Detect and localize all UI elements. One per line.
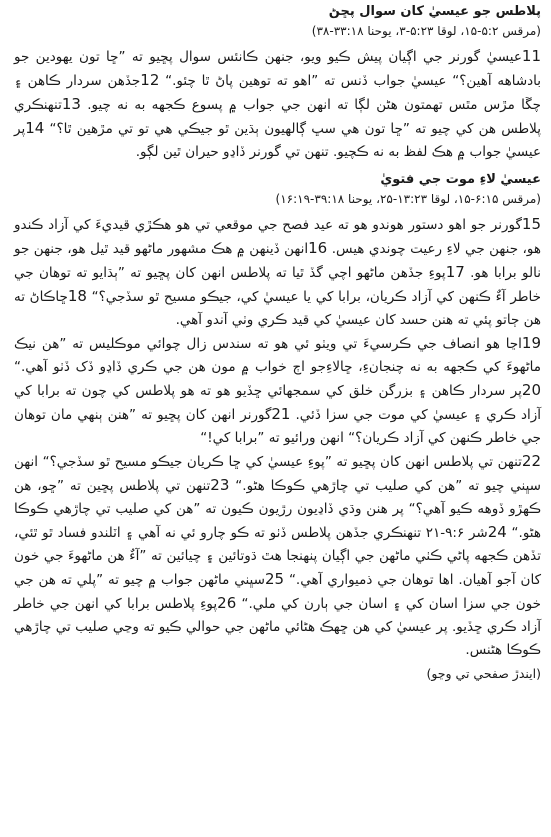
verse-number: 24: [487, 523, 507, 541]
verse-text: گورنر جو اهو دستور هوندو هو ته عيد فصح جي موقعي تي هو هڪڙي قيديءَ کي آزاد ڪندو هو، جنهن جي لاءِ رعيت چوندي هيس.: [14, 217, 542, 257]
verse-number: 19: [521, 334, 541, 352]
verse-text: اڃا هو انصاف جي ڪرسيءَ تي ويٺو ئي هو ته سندس زال چوائي موڪليس ته ”هن نيڪ ماڻهوءَ کي ڪجهه به نه چنجانءِ، ڇالاءِجو اڄ خواب ۾ مون هن جي ڪري ڏاڍو ڏک ڏٺو آهي.“: [14, 336, 541, 375]
section-2-title: عيسيٰ لاءِ موت جي فتويٰ: [380, 172, 541, 187]
verse-number: 18: [67, 287, 87, 305]
paragraph-2: [14, 213, 541, 332]
verse-number: 15: [521, 215, 541, 233]
paragraph-4: [14, 450, 541, 662]
verse-text: پوءِ جڏهن ماڻهو اچي گڏ ٿيا ته پلاطس انهن کان پڇيو ته ”ٻڌايو ته توهان جي خاطر آءٌ ڪنهن کي آزاد ڪريان، برابا کي يا عيسيٰ کي، جيڪو مسيح ٿو سڏجي؟“: [14, 265, 541, 305]
verse-number: 22: [521, 452, 541, 470]
verse-number: 17: [445, 263, 465, 281]
verse-text: پر سردار ڪاهن ۽ بزرگن خلق کي سمجهائي ڇڏيو هو ته هو پلاطس کي چون ته برابا کي آزاد ڪري ۽ عيسيٰ کي موت جي سزا ڏئي.: [14, 383, 541, 423]
verse-text: عيسيٰ گورنر جي اڳيان پيش ڪيو ويو، جنهن ڪانئس سوال پڇيو ته ”ڇا تون يهودين جو بادشاهه آهين؟“ عيسيٰ جواب ڏنس ته ”اهو ته توهين پاڻ ٿا چئو.“: [14, 49, 542, 89]
verse-number: 21: [271, 405, 291, 423]
verse-text: پر عيسيٰ جواب ۾ هڪ لفظ به نه ڪچيو. تنهن تي گورنر ڏاڍو حيران ٿين لڳو.: [14, 121, 541, 160]
verse-text: سڀني ماڻهن جواب ۾ چيو ته ”پلي ته هن جي خون جي سزا اسان کي ۽ اسان جي ٻارن کي ملي.“: [14, 572, 542, 612]
verse-number: 26: [217, 594, 237, 612]
section-1-title: پلاطس جو عيسيٰ کان سوال پڇڻ: [328, 4, 541, 19]
verse-number: 20: [521, 381, 541, 399]
verse-text: تنهنڪري پلاطس هن کي چيو ته ”ڇا تون هي سڀ ڳالهيون ٻڌين ٿو جيڪي هي تو تي مڙهين ٿا؟“: [14, 97, 541, 137]
verse-text: ڇاڪاڻ ته هن ڄاتو پئي ته هنن حسد کان عيسيٰ کي قيد ڪري وٺي آندو آهي.: [14, 289, 541, 328]
section-1-reference: (مرقس ۵:۲-۱۵، لوقا ۵:۲۳-۳، يوحنا ۳۳:۱۸-۳۸): [311, 24, 541, 38]
verse-number: 16: [308, 239, 328, 257]
verse-text: جڏهن سردار ڪاهن ۽ چڱا مڙس مٿس تهمتون هڻن لڳا ته انهن جي جواب ۾ پسوع ڪجهه به نه چيو.: [14, 73, 542, 113]
verse-number: 23: [210, 476, 230, 494]
verse-text: پوءِ پلاطس برابا کي انهن جي خاطر آزاد ڪري ڇڏيو. پر عيسيٰ کي هن ڇهڪ هڻائي ماڻهن جي حوالي ڪيو ته وڃي صليب تي چاڙهي ڪوڪا هڻنس.: [14, 596, 541, 658]
verse-text: انهن ڏينهن ۾ هڪ مشهور ماڻهو قيد ٿيل هو، جنهن جو نالو برابا هو.: [14, 241, 541, 281]
verse-text: گورنر انهن کان پڇيو ته ”هنن ٻنهي مان توهان جي خاطر ڪنهن کي آزاد ڪريان؟“ انهن ورائيو ته ”برابا کي!“: [14, 407, 541, 446]
verse-text: شر ۹:۶-۲۱ تنهنڪري جڏهن پلاطس ڏٺو ته ڪو چارو ئي نه آهي ۽ اٽلندو فساد ٿو ٿئي، تڏهن ڪجهه پاڻي ڪٺي ماڻهن جي اڳيان پنهنجا هٿ ڌوتائين ۽ چيائين ته ”آءٌ هن ماڻهوءَ جي خون کان آجو آهيان. اها توهان جي ذميواري آهي.“: [14, 525, 541, 588]
continue-note: (ايندڙ صفحي تي وڃو): [426, 666, 541, 681]
section-2-reference: (مرقس ۶:۱۵-۱۵، لوقا ۱۳:۲۳-۲۵، يوحنا ۳۹:۱۸-۱۶:۱۹): [275, 192, 541, 206]
verse-number: 25: [264, 570, 285, 588]
verse-number: 12: [140, 71, 160, 89]
verse-number: 13: [61, 95, 81, 113]
paragraph-3: [14, 332, 541, 450]
verse-number: 11: [521, 47, 541, 65]
verse-text: تنهن تي پلاطس پڇين ته ”ڇو، هن ڪهڙو ڏوهه ڪيو آهي؟“ پر هنن وڌي ڏاڍيون رڙيون ڪيون ته ”هن کي صليب تي چاڙهي ڪوڪا هڻو.“: [14, 478, 541, 541]
verse-number: 14: [25, 119, 45, 137]
paragraph-1: [14, 45, 541, 164]
verse-text: تنهن تي پلاطس انهن کان پڇيو ته ”پوءِ عيسيٰ کي ڇا ڪريان جيڪو مسيح ٿو سڏجي؟“ انهن سڀني چيو ته ”هن کي صليب تي چاڙهي ڪوڪا هڻو.“: [14, 454, 541, 494]
